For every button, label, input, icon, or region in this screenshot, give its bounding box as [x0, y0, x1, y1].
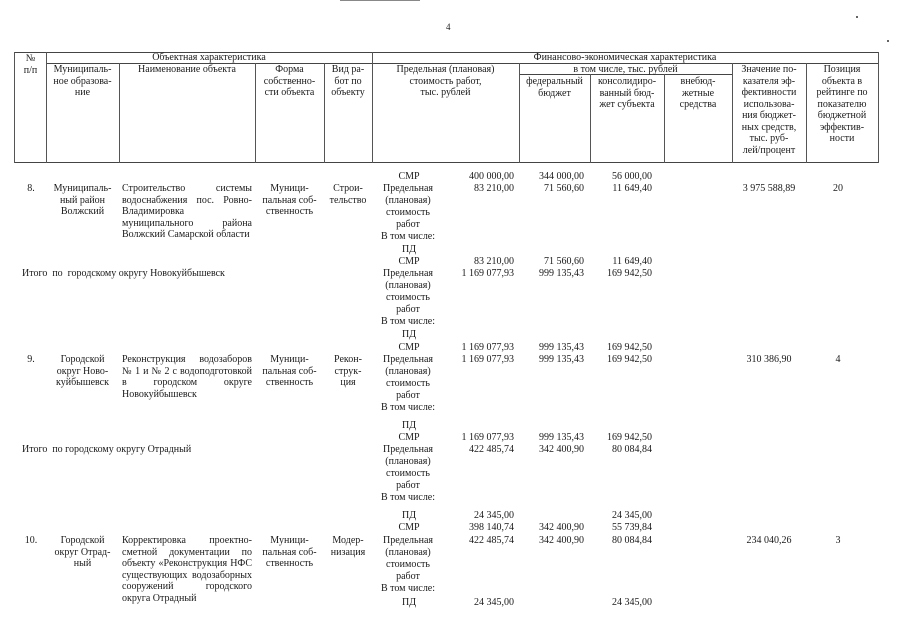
cost-label-block: Предельная (плановая) стоимость работ В том числе: — [380, 535, 436, 594]
row-ownership: Муници- пальная соб- ственность — [262, 183, 317, 217]
header-efficiency: Значение по- казателя эф- фективности использова- ния бюджет- ных средств, тыс. руб- лей/процент — [741, 64, 797, 156]
header-municipality: Муниципаль- ное образова- ние — [53, 64, 112, 98]
cost-value: 24 345,00 — [474, 597, 514, 608]
work-label: ПД — [401, 510, 417, 521]
row-number: 9. — [27, 354, 35, 365]
work-label: ПД — [401, 244, 417, 255]
total-row: Итого по городскому округу Отрадный — [22, 444, 192, 455]
header-finance-group: Финансово-экономическая характеристика — [533, 52, 717, 63]
header-ownership: Форма собственно- сти объекта — [263, 64, 316, 98]
header-offbudget: внебюд- жетные средства — [679, 76, 717, 110]
row-rank: 20 — [833, 183, 843, 194]
consolidated-value: 169 942,50 — [607, 432, 652, 443]
cost-value: 83 210,00 — [474, 256, 514, 267]
cost-value: 24 345,00 — [474, 510, 514, 521]
cost-value: 1 169 077,93 — [461, 342, 514, 353]
cost-value: 1 169 077,93 — [461, 268, 514, 279]
row-rank: 4 — [835, 354, 841, 365]
row-object-name: Корректировка проектно-сметной документации по объекту «Реконструкция НФС существующих водозаборных сооружений городского округа Отрадный — [122, 535, 252, 604]
federal-value: 71 560,60 — [544, 183, 584, 194]
cost-value: 1 169 077,93 — [461, 354, 514, 365]
row-municipality: Городской округ Отрад- ный — [54, 535, 111, 569]
consolidated-value: 169 942,50 — [607, 342, 652, 353]
row-work-type: Модер- низация — [330, 535, 366, 558]
consolidated-value: 80 084,84 — [612, 444, 652, 455]
cost-value: 422 485,74 — [469, 535, 514, 546]
consolidated-value: 169 942,50 — [607, 354, 652, 365]
row-efficiency: 310 386,90 — [746, 354, 792, 365]
consolidated-value: 55 739,84 — [612, 522, 652, 533]
consolidated-value: 24 345,00 — [612, 510, 652, 521]
cost-value: 400 000,00 — [469, 171, 514, 182]
row-object-name: Реконструкция водозаборов № 1 и № 2 с водоподготовкой в городском округе Новокуйбышевск — [122, 354, 252, 400]
cost-label-block: Предельная (плановая) стоимость работ В том числе: — [380, 183, 436, 242]
consolidated-value: 11 649,40 — [612, 256, 652, 267]
row-number: 10. — [24, 535, 38, 546]
federal-value: 342 400,90 — [539, 444, 584, 455]
row-work-type: Рекон- струк- ция — [334, 354, 362, 388]
scan-dot — [856, 16, 858, 18]
header-consolidated: консолидиро- ванный бюд- жет субъекта — [597, 76, 657, 110]
federal-value: 342 400,90 — [539, 535, 584, 546]
cost-label-block: Предельная (плановая) стоимость работ В том числе: — [380, 268, 436, 327]
row-efficiency: 3 975 588,89 — [742, 183, 796, 194]
header-num: № п/п — [23, 53, 38, 76]
header-federal: федеральный бюджет — [526, 76, 583, 99]
work-label: СМР — [398, 432, 420, 443]
consolidated-value: 11 649,40 — [612, 183, 652, 194]
scan-top-line — [340, 0, 420, 1]
row-object-name: Строительство системы водоснабжения пос. Ровно-Владимировка муниципального района Волжский Самарской области — [122, 183, 252, 240]
row-municipality: Городской округ Ново- куйбышевск — [56, 354, 109, 388]
row-municipality: Муниципаль- ный район Волжский — [53, 183, 112, 217]
consolidated-value: 24 345,00 — [612, 597, 652, 608]
federal-value: 999 135,43 — [539, 342, 584, 353]
federal-value: 342 400,90 — [539, 522, 584, 533]
consolidated-value: 80 084,84 — [612, 535, 652, 546]
row-number: 8. — [27, 183, 35, 194]
cost-label-block: Предельная (плановая) стоимость работ В том числе: — [380, 354, 436, 413]
header-including: в том числе, тыс. рублей — [573, 64, 678, 75]
page-number: 4 — [446, 22, 451, 32]
work-label: СМР — [398, 342, 420, 353]
consolidated-value: 169 942,50 — [607, 268, 652, 279]
cost-value: 1 169 077,93 — [461, 432, 514, 443]
row-rank: 3 — [835, 535, 841, 546]
federal-value: 71 560,60 — [544, 256, 584, 267]
header-object-name: Наименование объекта — [138, 64, 236, 75]
federal-value: 999 135,43 — [539, 268, 584, 279]
header-rank: Позиция объекта в рейтинге по показателю бюджетной эффектив- ности — [816, 64, 868, 144]
work-label: ПД — [401, 329, 417, 340]
scan-dot — [887, 40, 889, 42]
cost-label-block: Предельная (плановая) стоимость работ В том числе: — [380, 444, 436, 503]
work-label: СМР — [398, 522, 420, 533]
work-label: ПД — [401, 597, 417, 608]
federal-value: 999 135,43 — [539, 354, 584, 365]
row-efficiency: 234 040,26 — [746, 535, 792, 546]
federal-value: 344 000,00 — [539, 171, 584, 182]
work-label: ПД — [401, 420, 417, 431]
cost-value: 83 210,00 — [474, 183, 514, 194]
total-row: Итого по городскому округу Новокуйбышевск — [22, 268, 225, 279]
consolidated-value: 56 000,00 — [612, 171, 652, 182]
row-ownership: Муници- пальная соб- ственность — [262, 354, 317, 388]
work-label: СМР — [398, 171, 420, 182]
header-object-group: Объектная характеристика — [152, 52, 266, 63]
row-ownership: Муници- пальная соб- ственность — [262, 535, 317, 569]
header-work-type: Вид ра- бот по объекту — [331, 64, 365, 98]
header-cost: Предельная (плановая) стоимость работ, тыс. рублей — [396, 64, 495, 98]
cost-value: 422 485,74 — [469, 444, 514, 455]
work-label: СМР — [398, 256, 420, 267]
federal-value: 999 135,43 — [539, 432, 584, 443]
row-work-type: Строи- тельство — [329, 183, 367, 206]
cost-value: 398 140,74 — [469, 522, 514, 533]
